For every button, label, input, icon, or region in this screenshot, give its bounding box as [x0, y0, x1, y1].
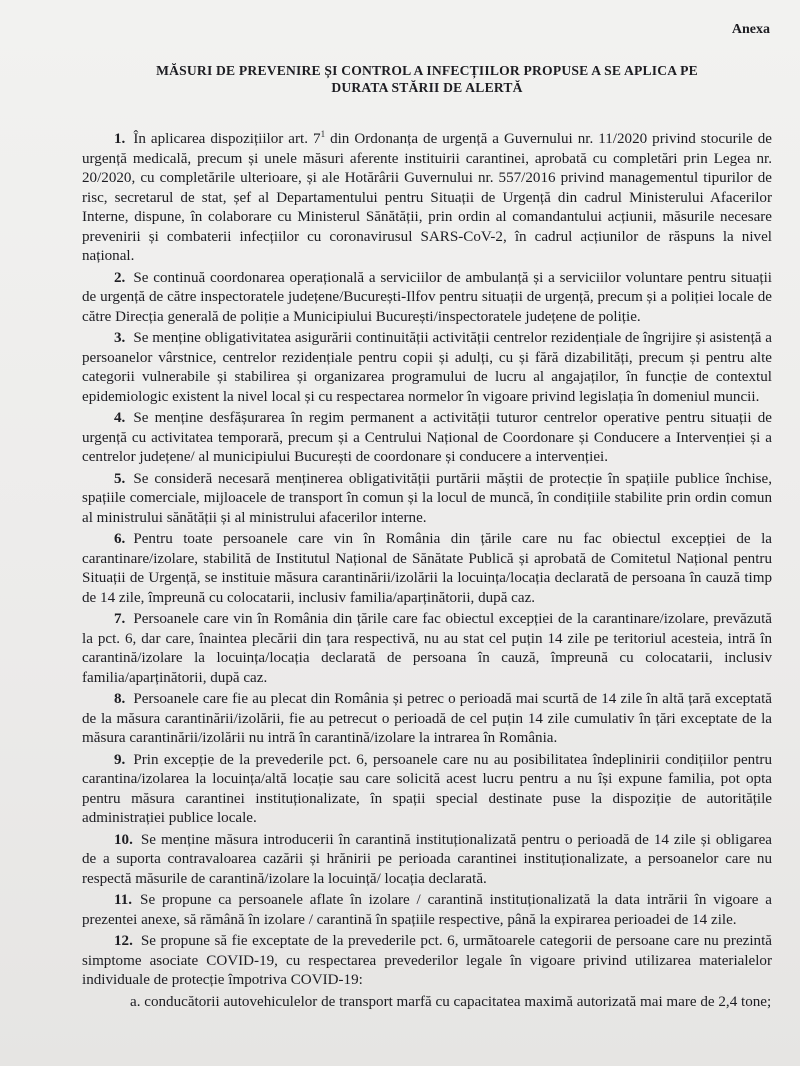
- paragraph-number: 3.: [114, 330, 126, 346]
- document-body: [82, 130, 772, 1012]
- document-title: [82, 62, 772, 96]
- paragraph-7: [82, 610, 772, 688]
- paragraph-number: 8.: [114, 691, 126, 707]
- paragraph-10: [82, 831, 772, 890]
- superscript: 1: [320, 128, 326, 139]
- paragraph-8: [82, 690, 772, 749]
- paragraph-number: 6.: [114, 531, 126, 547]
- paragraph-9: [82, 751, 772, 829]
- paragraph-4: [82, 409, 772, 468]
- paragraph-text: Pentru toate persoanele care vin în România din țările care nu fac obiectul excepției de la carantinare/izolare, stabilită de Institutul Național de Sănătate Publică și aprobată de Comitetul Național pentru Situații de Urgență, se instituie măsura carantinării/izolării la locuința/locația declarată de persoana în cauză timp de 14 zile, împreună cu colocatarii, inclusiv familia/aparținătorii, după caz.: [82, 531, 772, 606]
- paragraph-number: 4.: [114, 410, 126, 426]
- paragraph-text: Se consideră necesară menținerea obligativității purtării măștii de protecție în spațiile publice închise, spațiile comerciale, mijloacele de transport în comun și la locul de muncă, în condițiile stabilite prin ordin comun al ministrului sănătății și al ministrului afacerilor interne.: [82, 470, 772, 526]
- paragraph-number: 11.: [114, 892, 133, 908]
- annex-label: Anexa: [731, 22, 770, 37]
- paragraph-text: Persoanele care fie au plecat din România și petrec o perioadă mai scurtă de 14 zile în altă țară exceptată de la măsura carantinării/izolării, fie au petrecut o perioadă de cel puțin 14 zile cumulativ în țări exceptate de la măsura carantinării/izolării nu intră în carantină/izolare la intrarea în România.: [82, 691, 772, 746]
- paragraph-text: Se continuă coordonarea operațională a serviciilor de ambulanță și a serviciilor voluntare pentru situații de urgență de către inspectoratele județene/București-Ilfov pentru situații de urgență, precum și a poliției locale de către Direcția generală de poliție a Municipiului București/inspectoratele județene de poliție.: [82, 269, 772, 325]
- paragraph-text: Se propune ca persoanele aflate în izolare / carantină instituționalizată la data intrării în vigoare a prezentei anexe, să rămână în izolare / carantină în spațiile respective, până la expirarea perioadei de 14 zile.: [82, 892, 772, 928]
- title-line-2: DURATA STĂRII DE ALERTĂ: [331, 80, 523, 95]
- paragraph-text: din Ordonanța de urgență a Guvernului nr. 11/2020 privind stocurile de urgență medicală, precum și unele măsuri aferente instituirii carantinei, aprobată cu completări prin Legea nr. 20/2020, cu completările ulterioare, și ale Hotărârii Guvernului nr. 557/2016 privind managementul tipurilor de risc, secretarul de stat, șef al Departamentului pentru Situații de Urgență din cadrul Ministerului Afacerilor Interne, dispune, în colaborare cu Ministerul Sănătății, prin ordin al comandantului acțiunii, măsurile necesare prevenirii și combaterii infecțiilor cu coronavirusul SARS-CoV-2, în cadrul acțiunilor de răspuns la nivel național.: [82, 131, 773, 264]
- paragraph-11: [82, 891, 772, 930]
- paragraph-2: [82, 269, 772, 328]
- sub-item-text: a. conducătorii autovehiculelor de transport marfă cu capacitatea maximă autorizată mai mare de 2,4 tone;: [130, 993, 772, 1010]
- paragraph-text: Persoanele care vin în România din țările care fac obiectul excepției de la carantinare/izolare, prevăzută la pct. 6, dar care, înaintea plecării din țara respectivă, nu au stat cel puțin 14 zile pe teritoriul acesteia, intră în carantină/izolare la locuința/locația declarată de persoana în cauză, împreună cu colocatarii, inclusiv familia/aparținătorii, după caz.: [82, 611, 772, 686]
- paragraph-number: 5.: [114, 470, 126, 487]
- paragraph-number: 9.: [114, 751, 126, 768]
- paragraph-number: 7.: [114, 611, 126, 627]
- paragraph-text: Se menține măsura introducerii în carantină instituționalizată pentru o perioadă de 14 zile și obligarea de a suporta contravaloarea cazării și hrănirii pe perioada carantinei instituționalizate, a persoanelor care nu respectă măsurile de carantină/izolare la locuință/ locația declarată.: [82, 831, 772, 887]
- paragraph-text: Se menține desfășurarea în regim permanent a activității tuturor centrelor operative pentru situații de urgență cu activitatea temporară, precum și a Centrului Național de Coordonare și Conducere a Intervenției și a centrelor județene/ al municipiului București de coordonare și conducere a intervenției.: [82, 410, 772, 465]
- paragraph-1: [82, 130, 772, 267]
- paragraph-3: [82, 329, 772, 407]
- paragraph-number: 10.: [114, 831, 133, 848]
- paragraph-text: Se propune să fie exceptate de la prevederile pct. 6, următoarele categorii de persoane care nu prezintă simptome asociate COVID-19, cu respectarea prevederilor legale în vigoare privind utilizarea materialelor individuale de protecție împotriva COVID-19:: [82, 933, 772, 988]
- paragraph-number: 2.: [114, 269, 126, 286]
- paragraph-6: [82, 530, 772, 608]
- paragraph-12: [82, 932, 772, 991]
- paragraph-number: 1.: [114, 131, 126, 147]
- sub-item-a: [82, 993, 772, 1013]
- title-line-1: MĂSURI DE PREVENIRE ȘI CONTROL A INFECȚIILOR PROPUSE A SE APLICA PE: [156, 63, 698, 78]
- paragraph-5: [82, 470, 772, 529]
- paragraph-text: Se menține obligativitatea asigurării continuității activității centrelor rezidențiale de îngrijire și asistență a persoanelor vârstnice, centrelor rezidențiale pentru copii și adulți, cu și fără dizabilități, precum și pentru alte categorii vulnerabile și stabilirea și organizarea programului de lucru al angajaților, în funcție de contextul epidemiologic existent la nivel local și cu respectarea normelor în vigoare privind legislația în domeniul muncii.: [82, 330, 772, 405]
- paragraph-number: 12.: [114, 933, 133, 949]
- paragraph-text: Prin excepție de la prevederile pct. 6, persoanele care nu au posibilitatea îndeplinirii condițiilor pentru carantina/izolarea la locuința/altă locație sau care solicită acest lucru pentru a nu își expune familia, pot opta pentru măsura carantinei instituționalizate, în spații special destinate puse la dispoziție de autoritățile administrației publice locale.: [82, 751, 772, 826]
- paragraph-text: În aplicarea dispozițiilor art. 7: [133, 131, 321, 147]
